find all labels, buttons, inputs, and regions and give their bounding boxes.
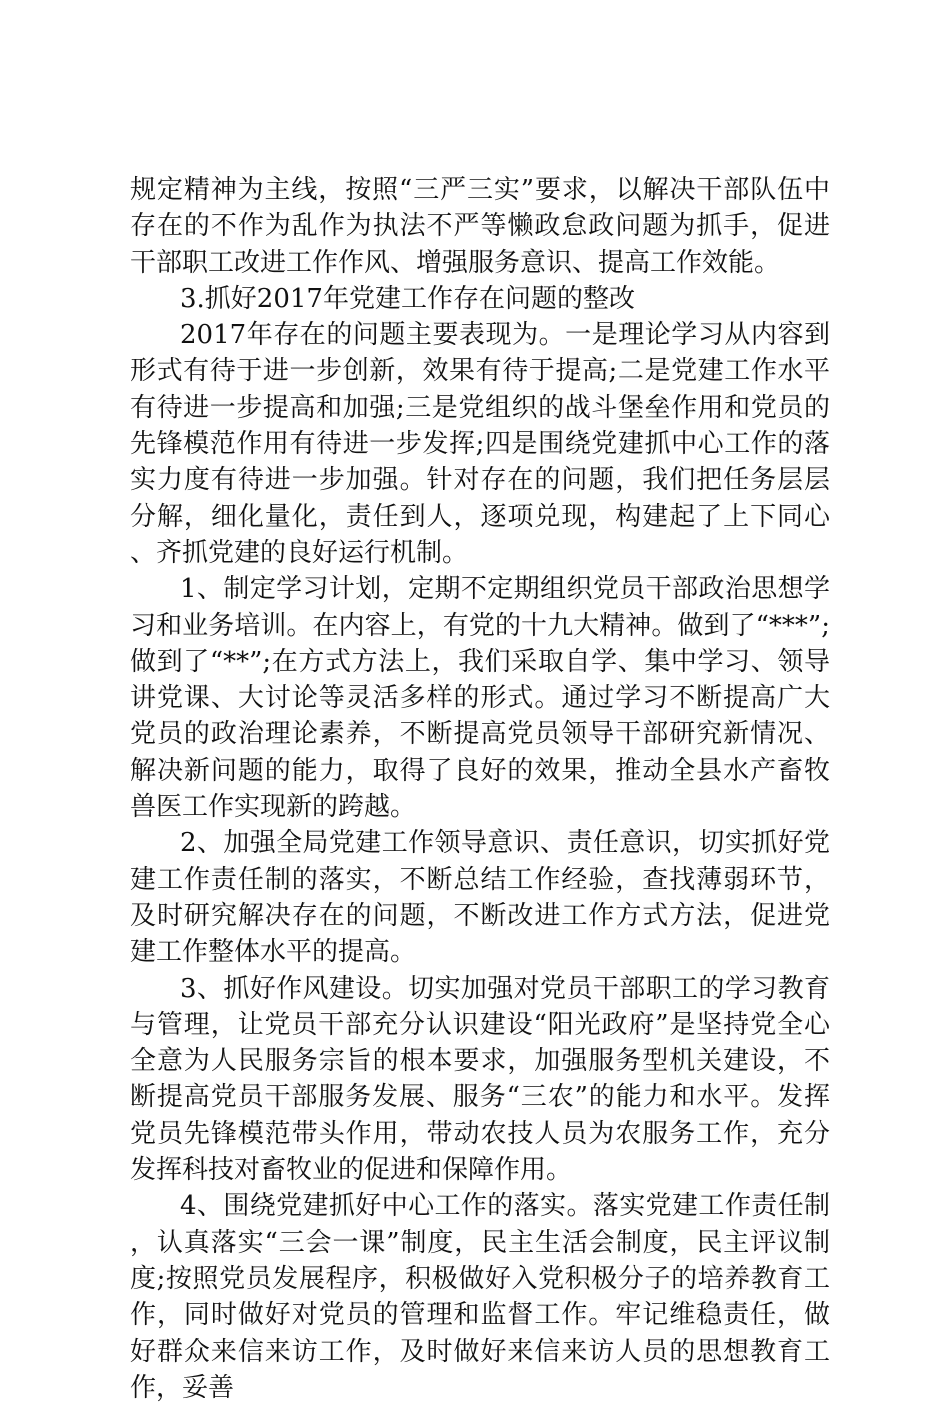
paragraph-item-2: 2、加强全局党建工作领导意识、责任意识，切实抓好党建工作责任制的落实，不断总结工作经验，查找薄弱环节，及时研究解决存在的问题，不断改进工作方式方法，促进党建工作整体水平的提高。	[130, 828, 830, 968]
paragraph-item-3: 3、抓好作风建设。切实加强对党员干部职工的学习教育与管理，让党员干部充分认识建设“阳光政府”是坚持党全心全意为人民服务宗旨的根本要求，加强服务型机关建设，不断提高党员干部服务发展、服务“三农”的能力和水平。发挥党员先锋模范带头作用，带动农技人员为农服务工作，充分发挥科技对畜牧业的促进和保障作用。	[130, 973, 830, 1186]
paragraph-continuation: 规定精神为主线，按照“三严三实”要求，以解决干部队伍中存在的不作为乱作为执法不严等懒政怠政问题为抓手，促进干部职工改进工作作风、增强服务意识、提高工作效能。	[130, 175, 830, 278]
paragraph-problems-2017: 2017年存在的问题主要表现为。一是理论学习从内容到形式有待于进一步创新，效果有待于提高;二是党建工作水平有待进一步提高和加强;三是党组织的战斗堡垒作用和党员的先锋模范作用有待进一步发挥;四是围绕党建抓中心工作的落实力度有待进一步加强。针对存在的问题，我们把任务层层分解，细化量化，责任到人，逐项兑现，构建起了上下同心、齐抓党建的良好运行机制。	[130, 320, 830, 568]
paragraph-item-4: 4、围绕党建抓好中心工作的落实。落实党建工作责任制，认真落实“三会一课”制度，民主生活会制度，民主评议制度;按照党员发展程序，积极做好入党积极分子的培养教育工作，同时做好对党员的管理和监督工作。牢记维稳责任，做好群众来信来访工作，及时做好来信来访人员的思想教育工作，妥善	[130, 1191, 830, 1403]
document-body	[130, 172, 830, 1406]
section-heading: 3.抓好2017年党建工作存在问题的整改	[180, 283, 635, 314]
paragraph-item-1: 1、制定学习计划，定期不定期组织党员干部政治思想学习和业务培训。在内容上，有党的十九大精神。做到了“***”;做到了“**”;在方式方法上，我们采取自学、集中学习、领导讲党课、大讨论等灵活多样的形式。通过学习不断提高广大党员的政治理论素养，不断提高党员领导干部研究新情况、解决新问题的能力，取得了良好的效果，推动全县水产畜牧兽医工作实现新的跨越。	[130, 574, 830, 823]
